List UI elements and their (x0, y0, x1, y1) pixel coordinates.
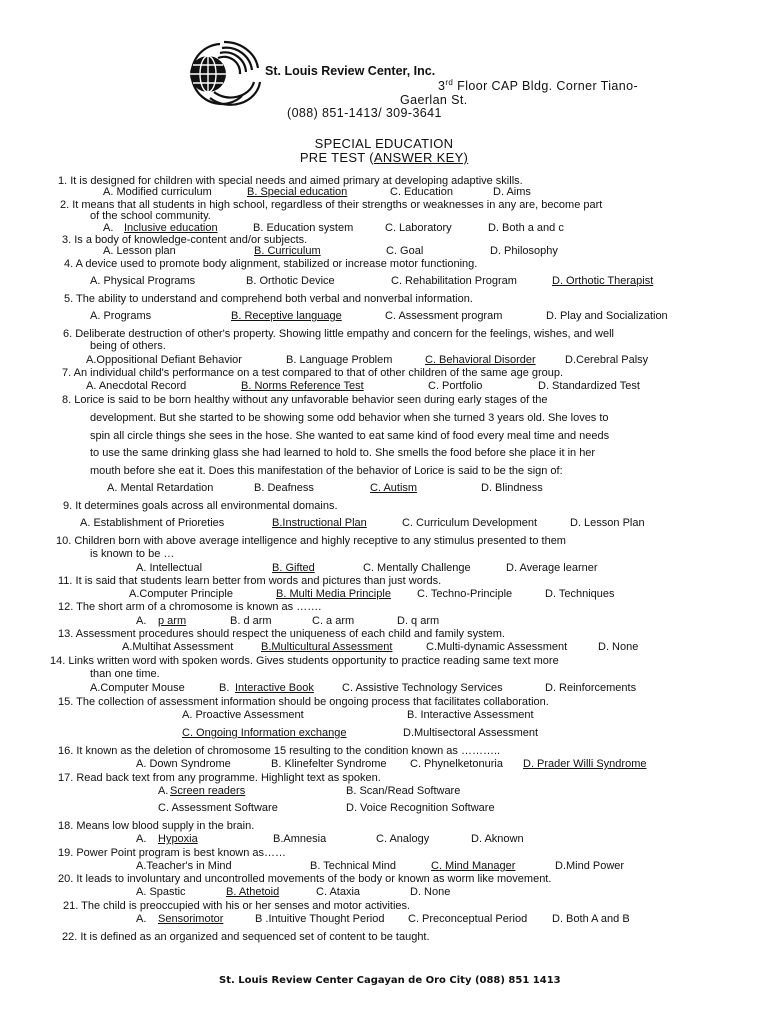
q1-option-b: B. Special education (247, 186, 348, 198)
q8-passage-line1: 8. Lorice is said to be born healthy without any unfavorable behavior seen during early stages of the (62, 394, 548, 406)
q7-stem: 7. An individual child's performance on a test compared to that of other children of the same age group. (62, 367, 564, 379)
page-subtitle (0, 150, 768, 165)
q8-option-a: A. Mental Retardation (107, 482, 214, 494)
q19-stem: 19. Power Point program is best known as…… (58, 847, 287, 859)
q18-option-d: D. Aknown (471, 833, 524, 845)
q3-option-a: A. Lesson plan (103, 245, 176, 257)
q9-option-a: A. Establishment of Prioreties (80, 517, 225, 529)
address-line-2: Gaerlan St. (400, 93, 468, 107)
q2-stem-line2: of the school community. (90, 210, 211, 222)
q6-option-b: B. Language Problem (286, 354, 393, 366)
q19-option-b: B. Technical Mind (310, 860, 397, 872)
q15-option-d: D.Multisectoral Assessment (403, 727, 539, 739)
q4-option-b: B. Orthotic Device (246, 275, 335, 287)
page-title: SPECIAL EDUCATION (314, 136, 454, 151)
q8-option-c: C. Autism (370, 482, 418, 494)
q2-option-a: Inclusive education (124, 222, 218, 234)
q15-option-c: C. Ongoing Information exchange (182, 727, 347, 739)
q7-option-a: A. Anecdotal Record (86, 380, 187, 392)
q17-stem: 17. Read back text from any programme. Highlight text as spoken. (58, 772, 381, 784)
q20-stem: 20. It leads to involuntary and uncontrolled movements of the body or known as worm like movement. (58, 873, 552, 885)
q4-option-d: D. Orthotic Therapist (552, 275, 654, 287)
q1-stem: 1. It is designed for children with special needs and aimed primary at developing adaptive skills. (58, 175, 523, 187)
q11-option-c: C. Techno-Principle (417, 588, 513, 600)
q19-option-c: C. Mind Manager (431, 860, 516, 872)
q3-option-b: B. Curriculum (254, 245, 321, 257)
company-name: St. Louis Review Center, Inc. (265, 64, 436, 78)
address-line-1 (438, 78, 638, 93)
q2-option-d: D. Both a and c (488, 222, 564, 234)
phone-number: (088) 851-1413/ 309-3641 (287, 106, 442, 120)
q21-option-d: D. Both A and B (552, 913, 630, 925)
q9-option-b: B.Instructional Plan (272, 517, 367, 529)
q4-stem: 4. A device used to promote body alignment, stabilized or increase motor functioning. (64, 258, 478, 270)
q22-stem: 22. It is defined as an organized and sequenced set of content to be taught. (62, 931, 430, 943)
page-footer: St. Louis Review Center Cagayan de Oro City (088) 851 1413 (219, 975, 561, 986)
q13-option-a: A.Multihat Assessment (122, 641, 234, 653)
q17-option-d: D. Voice Recognition Software (346, 802, 495, 814)
q20-option-c: C. Ataxia (316, 886, 361, 898)
q13-option-b: B.Multicultural Assessment (261, 641, 393, 653)
q12-option-a-letter: A. (136, 615, 147, 627)
q18-option-a: Hypoxia (158, 833, 198, 845)
q7-option-d: D. Standardized Test (538, 380, 640, 392)
address-floor-suffix: rd (445, 78, 454, 87)
q11-option-b: B. Multi Media Principle (276, 588, 391, 600)
q12-option-d: D. q arm (397, 615, 440, 627)
company-logo (180, 38, 264, 108)
q8-option-b: B. Deafness (254, 482, 314, 494)
q10-stem-line2: is known to be … (90, 548, 175, 560)
q15-option-b: B. Interactive Assessment (407, 709, 534, 721)
q11-option-d: D. Techniques (545, 588, 615, 600)
q19-option-d: D.Mind Power (555, 860, 625, 872)
q14-option-c: C. Assistive Technology Services (342, 682, 503, 694)
q11-option-a: A.Computer Principle (129, 588, 233, 600)
q10-stem-line1: 10. Children born with above average intelligence and highly receptive to any stimulus presented to them (56, 535, 566, 547)
q14-option-b-letter: B. (219, 682, 230, 694)
q9-stem: 9. It determines goals across all environmental domains. (63, 500, 338, 512)
q1-option-d: D. Aims (493, 186, 531, 198)
q6-stem-line2: being of others. (90, 340, 166, 352)
q16-option-c: C. Phynelketonuria (410, 758, 503, 770)
q13-option-d: D. None (598, 641, 639, 653)
q16-option-d: D. Prader Willi Syndrome (523, 758, 647, 770)
q8-option-d: D. Blindness (481, 482, 543, 494)
q4-option-c: C. Rehabilitation Program (391, 275, 517, 287)
q12-stem: 12. The short arm of a chromosome is known as ……. (58, 601, 322, 613)
q20-option-a: A. Spastic (136, 886, 186, 898)
q6-stem-line1: 6. Deliberate destruction of other's property. Showing little empathy and concern for the feelings, wishes, and well (63, 328, 614, 340)
q9-option-c: C. Curriculum Development (402, 517, 538, 529)
q4-option-a: A. Physical Programs (90, 275, 196, 287)
q21-option-a-letter: A. (136, 913, 147, 925)
q5-stem: 5. The ability to understand and comprehend both verbal and nonverbal information. (64, 293, 473, 305)
q10-option-a: A. Intellectual (136, 562, 203, 574)
q2-option-b: B. Education system (253, 222, 354, 234)
q14-option-b: Interactive Book (235, 682, 314, 694)
q16-option-b: B. Klinefelter Syndrome (271, 758, 387, 770)
q3-option-c: C. Goal (386, 245, 424, 257)
q14-stem-line2: than one time. (90, 668, 160, 680)
q8-passage-line5: mouth before she eat it. Does this manifestation of the behavior of Lorice is said to be the sign of: (90, 465, 563, 477)
q10-option-d: D. Average learner (506, 562, 598, 574)
q9-option-d: D. Lesson Plan (570, 517, 645, 529)
address-building: Floor CAP Bldg. Corner Tiano- (453, 79, 639, 94)
q19-option-a: A.Teacher's in Mind (136, 860, 232, 872)
q14-option-d: D. Reinforcements (545, 682, 637, 694)
q8-passage-line3: spin all circle things she sees in the hose. She wanted to eat same kind of food every meal time and needs (90, 430, 610, 442)
q17-option-b: B. Scan/Read Software (346, 785, 461, 797)
q17-option-a-letter: A. (158, 785, 169, 797)
q13-option-c: C.Multi-dynamic Assessment (426, 641, 568, 653)
address-floor: 3 (438, 79, 446, 94)
q14-stem-line1: 14. Links written word with spoken words. Gives students opportunity to practice reading same text more (50, 655, 559, 667)
q13-stem: 13. Assessment procedures should respect the uniqueness of each child and family system. (58, 628, 505, 640)
globe-logo-icon (180, 38, 264, 108)
q12-option-c: C. a arm (312, 615, 355, 627)
q3-option-d: D. Philosophy (490, 245, 558, 257)
q17-option-c: C. Assessment Software (158, 802, 278, 814)
q18-option-c: C. Analogy (376, 833, 430, 845)
q21-stem: 21. The child is preoccupied with his or her senses and motor activities. (63, 900, 411, 912)
q5-option-a: A. Programs (90, 310, 152, 322)
q5-option-b: B. Receptive language (231, 310, 342, 322)
q16-option-a: A. Down Syndrome (136, 758, 231, 770)
q10-option-c: C. Mentally Challenge (363, 562, 471, 574)
q6-option-c: C. Behavioral Disorder (425, 354, 536, 366)
q7-option-b: B. Norms Reference Test (241, 380, 364, 392)
q14-option-a: A.Computer Mouse (90, 682, 185, 694)
q20-option-d: D. None (410, 886, 451, 898)
q2-stem-line1: 2. It means that all students in high school, regardless of their strengths or weaknesses in any are, become part (60, 199, 603, 211)
q21-option-a: Sensorimotor (158, 913, 224, 925)
q6-option-a: A.Oppositional Defiant Behavior (86, 354, 242, 366)
q12-option-a: p arm (158, 615, 187, 627)
q21-option-b: B .Intuitive Thought Period (255, 913, 385, 925)
q11-stem: 11. It is said that students learn better from words and pictures than just words. (58, 575, 442, 587)
q3-stem: 3. Is a body of knowledge-content and/or subjects. (62, 234, 308, 246)
q5-option-d: D. Play and Socialization (546, 310, 668, 322)
pretest-label: PRE TEST ( (299, 150, 374, 165)
q16-stem: 16. It known as the deletion of chromosome 15 resulting to the condition known as ……….. (58, 745, 501, 757)
q21-option-c: C. Preconceptual Period (408, 913, 528, 925)
q1-option-c: C. Education (390, 186, 453, 198)
q15-stem: 15. The collection of assessment information should be ongoing process that facilitates collaboration. (58, 696, 549, 708)
q7-option-c: C. Portfolio (428, 380, 483, 392)
q6-option-d: D.Cerebral Palsy (565, 354, 649, 366)
q20-option-b: B. Athetoid (226, 886, 280, 898)
q2-option-c: C. Laboratory (385, 222, 452, 234)
q8-passage-line4: to use the same drinking glass she had learned to hold to. She smells the food before she place it in her (90, 447, 596, 459)
q1-option-a: A. Modified curriculum (103, 186, 212, 198)
answer-key-label: ANSWER KEY) (373, 150, 469, 165)
q5-option-c: C. Assessment program (385, 310, 503, 322)
q18-option-b: B.Amnesia (273, 833, 327, 845)
q18-option-a-letter: A. (136, 833, 147, 845)
q12-option-b: B. d arm (230, 615, 272, 627)
q18-stem: 18. Means low blood supply in the brain. (58, 820, 255, 832)
q10-option-b: B. Gifted (272, 562, 315, 574)
q2-option-a-letter: A. (103, 222, 114, 234)
q17-option-a: Screen readers (170, 785, 246, 797)
q8-passage-line2: development. But she started to be showing some odd behavior when she turned 3 years old. She loves to (90, 412, 609, 424)
q15-option-a: A. Proactive Assessment (182, 709, 304, 721)
